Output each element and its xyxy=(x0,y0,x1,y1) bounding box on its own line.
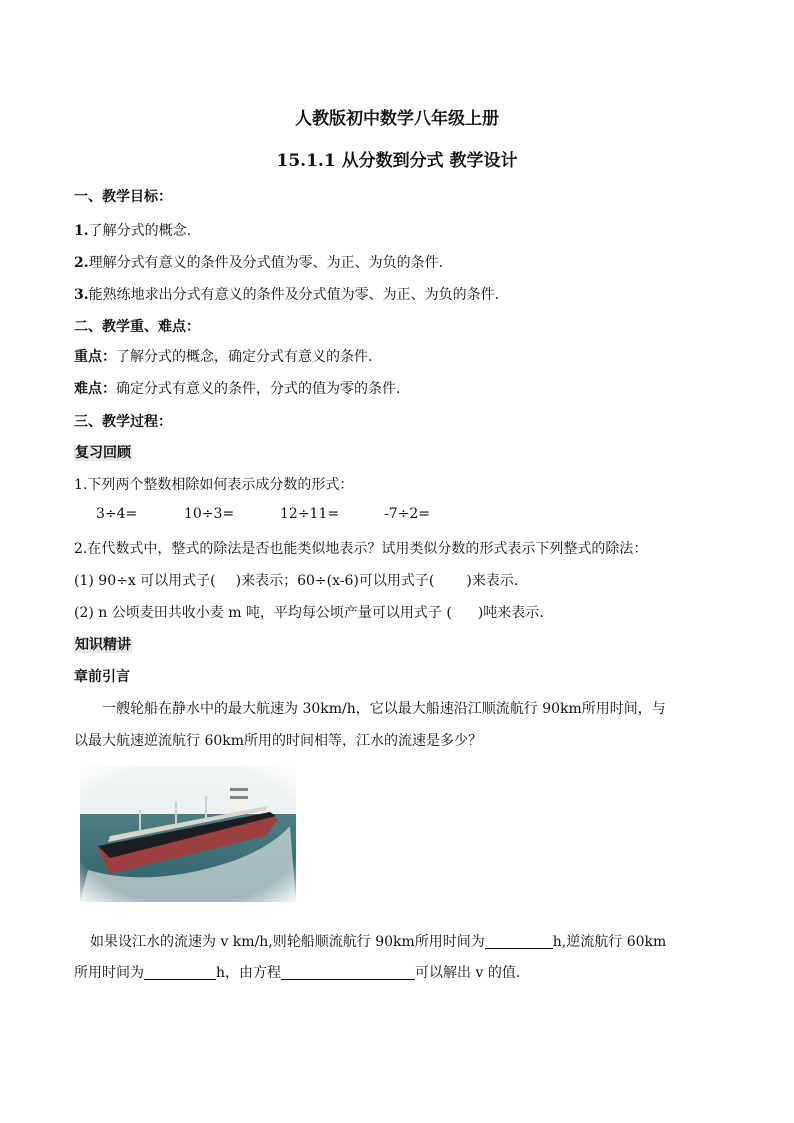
q2b-text-2: )吨来表示. xyxy=(477,605,544,621)
fill2-text-2: h，由方程 xyxy=(216,965,282,981)
intro-paragraph-line1: 一艘轮船在静水中的最大航速为 30km/h，它以最大船速沿江顺流航行 90km所用时间，与 xyxy=(102,701,666,717)
expr-2: 10÷3= xyxy=(184,506,235,522)
goal-item-2-text: 理解分式有意义的条件及分式值为零、为正、为负的条件. xyxy=(88,255,444,271)
review-q2a xyxy=(74,570,518,590)
q2b-text-1: (2) n 公顷麦田共收小麦 m 吨，平均每公顷产量可以用式子 ( xyxy=(74,605,452,621)
cargo-ship-photo xyxy=(80,766,296,902)
fill1-text-1: 如果设江水的流速为 v km/h,则轮船顺流航行 90km所用时间为 xyxy=(90,934,485,950)
fill-line-2 xyxy=(74,962,520,982)
fill2-text-3: 可以解出 v 的值. xyxy=(415,965,521,981)
goal-item-2 xyxy=(74,252,443,272)
expr-4: -7÷2= xyxy=(384,506,431,522)
fill1-text-2: h,逆流航行 60km xyxy=(552,934,667,950)
review-tag-line xyxy=(74,442,132,462)
goal-item-3-text: 能熟练地求出分式有意义的条件及分式值为零、为正、为负的条件. xyxy=(88,287,500,303)
review-q1: 1.下列两个整数相除如何表示成分数的形式： xyxy=(74,477,354,493)
key-point xyxy=(74,346,372,366)
knowledge-tag-line xyxy=(74,634,132,654)
q2a-text-1: (1) 90÷x 可以用式子( xyxy=(74,573,216,589)
doc-title-line1: 人教版初中数学八年级上册 xyxy=(295,109,499,129)
fill-blank-1 xyxy=(485,934,553,949)
q2a-text-2: )来表示；60÷(x-6)可以用式子( xyxy=(235,573,435,589)
difficult-point-text: 确定分式有意义的条件，分式的值为零的条件. xyxy=(116,381,401,397)
expr-1: 3÷4= xyxy=(96,506,138,522)
goal-item-1-text: 了解分式的概念. xyxy=(88,223,192,239)
doc-title-line2: 15.1.1 从分数到分式 教学设计 xyxy=(276,151,518,171)
goal-item-3 xyxy=(74,284,499,304)
q2a-text-3: )来表示. xyxy=(466,573,519,589)
expr-3: 12÷11= xyxy=(280,506,340,522)
goal-item-2-num: 2. xyxy=(74,255,89,271)
review-tag: 复习回顾 xyxy=(75,445,131,461)
review-q2: 2.在代数式中，整式的除法是否也能类似地表示？试用类似分数的形式表示下列整式的除法： xyxy=(74,541,648,557)
key-point-text: 了解分式的概念，确定分式有意义的条件. xyxy=(116,349,373,365)
fill-line-1 xyxy=(90,931,666,951)
key-point-label: 重点： xyxy=(74,349,116,365)
chapter-intro-heading: 章前引言 xyxy=(74,669,130,685)
fill-blank-3 xyxy=(281,965,415,980)
review-q2b xyxy=(74,602,544,622)
section2-heading: 二、教学重、难点： xyxy=(74,319,200,335)
fill-blank-2 xyxy=(144,965,216,980)
intro-paragraph-line2: 以最大航速逆流航行 60km所用的时间相等，江水的流速是多少？ xyxy=(74,733,483,749)
goal-item-1 xyxy=(74,220,191,240)
goal-item-1-num: 1. xyxy=(74,223,89,239)
review-q1-expressions xyxy=(96,506,430,522)
goal-item-3-num: 3. xyxy=(74,287,89,303)
section3-heading: 三、教学过程： xyxy=(74,414,172,430)
fill2-text-1: 所用时间为 xyxy=(74,965,144,981)
difficult-point xyxy=(74,378,400,398)
difficult-point-label: 难点： xyxy=(74,381,116,397)
knowledge-tag: 知识精讲 xyxy=(75,637,131,653)
section1-heading: 一、教学目标： xyxy=(74,189,172,205)
